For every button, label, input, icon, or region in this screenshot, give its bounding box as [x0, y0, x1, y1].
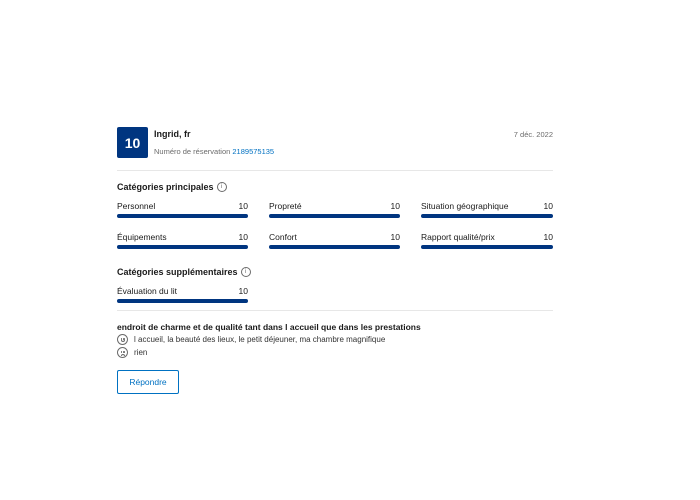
negative-comment-text: rien — [134, 348, 148, 357]
extra-categories-label: Catégories supplémentaires — [117, 267, 238, 277]
category-label: Équipements — [117, 232, 167, 242]
category-score: 10 — [543, 232, 553, 242]
category-score-bar — [117, 245, 248, 249]
category-equipements — [117, 232, 248, 254]
category-evaluation-lit — [117, 286, 248, 308]
review-date: 7 déc. 2022 — [513, 130, 553, 139]
divider — [117, 310, 553, 311]
category-score: 10 — [543, 201, 553, 211]
reservation-number-link[interactable]: 2189575135 — [232, 147, 275, 156]
category-score-bar — [117, 299, 248, 303]
category-score: 10 — [238, 286, 248, 296]
reservation-label: Numéro de réservation — [154, 147, 231, 156]
category-label: Personnel — [117, 201, 156, 211]
category-label: Confort — [269, 232, 297, 242]
category-score-bar — [269, 214, 400, 218]
category-situation — [421, 201, 553, 223]
info-icon[interactable]: i — [241, 267, 251, 277]
reservation-info — [154, 147, 274, 156]
main-categories-title — [117, 182, 227, 192]
review-card — [117, 127, 553, 387]
main-categories-label: Catégories principales — [117, 182, 214, 192]
review-header — [117, 127, 553, 160]
category-label: Situation géographique — [421, 201, 509, 211]
review-title: endroit de charme et de qualité tant dans l accueil que dans les prestations — [117, 322, 421, 332]
reviewer-name: Ingrid, fr — [154, 129, 191, 139]
positive-comment-text: l accueil, la beauté des lieux, le petit déjeuner, ma chambre magnifique — [134, 335, 386, 344]
extra-categories-title — [117, 267, 251, 277]
category-score: 10 — [390, 232, 400, 242]
category-score: 10 — [238, 201, 248, 211]
category-score-bar — [269, 245, 400, 249]
category-label: Propreté — [269, 201, 302, 211]
category-score: 10 — [238, 232, 248, 242]
category-personnel — [117, 201, 248, 223]
category-rapport-qualite-prix — [421, 232, 553, 254]
frown-icon — [117, 347, 128, 358]
positive-comment — [117, 334, 385, 345]
divider — [117, 170, 553, 171]
smile-icon — [117, 334, 128, 345]
reply-button[interactable]: Répondre — [117, 370, 179, 394]
category-label: Évaluation du lit — [117, 286, 178, 296]
category-score-bar — [117, 214, 248, 218]
category-score: 10 — [390, 201, 400, 211]
score-badge: 10 — [117, 127, 148, 158]
category-label: Rapport qualité/prix — [421, 232, 495, 242]
category-score-bar — [421, 214, 553, 218]
category-proprete — [269, 201, 400, 223]
negative-comment — [117, 347, 147, 358]
info-icon[interactable]: i — [217, 182, 227, 192]
category-score-bar — [421, 245, 553, 249]
category-confort — [269, 232, 400, 254]
